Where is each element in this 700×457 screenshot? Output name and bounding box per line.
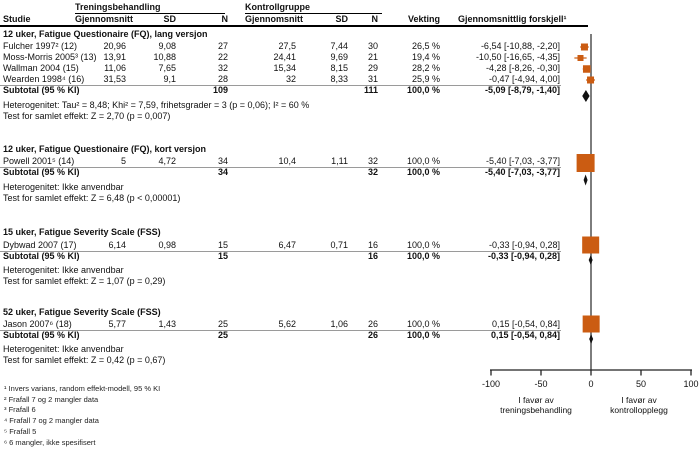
control-n: 32: [367, 156, 378, 166]
control-n: 26: [367, 319, 378, 329]
mean-difference-value: -4,28 [-8,26, -0,30]: [485, 63, 560, 73]
treatment-sd: 9,1: [163, 74, 176, 84]
control-sd: 8,33: [330, 74, 348, 84]
control-mean: 15,34: [273, 63, 296, 73]
mean-difference-value: -10,50 [-16,65, -4,35]: [475, 52, 560, 62]
control-n: 29: [367, 63, 378, 73]
control-mean: 24,41: [273, 52, 296, 62]
study-column-header: Studie: [3, 14, 31, 24]
control-n-header: N: [371, 14, 378, 24]
subtotal-diamond: [589, 256, 593, 265]
control-sd: 7,44: [330, 41, 348, 51]
favour-control-label: [579, 395, 699, 415]
section-title: 52 uker, Fatigue Severity Scale (FSS): [3, 307, 161, 317]
subtotal-control-n: 16: [367, 251, 378, 261]
weight-column-header: Vekting: [407, 14, 440, 24]
study-name: Wallman 2004 (15): [3, 63, 79, 73]
control-mean: 32: [285, 74, 296, 84]
axis-tick-label: 0: [588, 379, 594, 389]
treatment-n: 32: [217, 63, 228, 73]
mean-difference-value: 0,15 [-0,54, 0,84]: [491, 319, 560, 329]
treatment-sd-header: SD: [163, 14, 176, 24]
control-mean-header: Gjennomsnitt: [245, 14, 303, 24]
treatment-sd: 10,88: [153, 52, 176, 62]
subtotal-weight: 100,0 %: [406, 167, 440, 177]
study-name: Moss-Morris 2005³ (13): [3, 52, 97, 62]
study-row: [0, 41, 588, 52]
favour-control-line2: kontrollopplegg: [610, 405, 668, 415]
control-group-header: Kontrollgruppe: [245, 2, 382, 14]
footnote: ⁶ 6 mangler, ikke spesifisert: [4, 437, 96, 447]
subtotal-treatment-n: 25: [217, 330, 228, 340]
treatment-sd: 9,08: [158, 41, 176, 51]
heterogeneity-note: Heterogenitet: Ikke anvendbar: [3, 344, 124, 354]
study-name: Powell 2001⁵ (14): [3, 156, 75, 166]
study-row: [0, 319, 588, 330]
subtotal-treatment-n: 34: [217, 167, 228, 177]
control-sd: 0,71: [330, 240, 348, 250]
section-title: 12 uker, Fatigue Questionaire (FQ), lang versjon: [3, 29, 208, 39]
subtotal-row: [0, 167, 588, 178]
study-name: Wearden 1998⁴ (16): [3, 74, 85, 84]
weight-value: 100,0 %: [406, 156, 440, 166]
treatment-sd: 1,43: [158, 319, 176, 329]
subtotal-diamond: [589, 335, 593, 344]
weight-value: 28,2 %: [411, 63, 440, 73]
treatment-mean: 11,06: [104, 63, 126, 73]
mean-difference-value: -5,40 [-7,03, -3,77]: [485, 156, 560, 166]
study-row: [0, 240, 588, 251]
mean-difference-column-header: Gjennomsnittlig forskjell¹: [458, 14, 567, 24]
control-n: 31: [367, 74, 378, 84]
control-sd: 1,11: [331, 156, 348, 166]
study-row: [0, 74, 588, 85]
treatment-n: 15: [217, 240, 228, 250]
control-mean: 27,5: [278, 41, 296, 51]
heterogeneity-note: Heterogenitet: Tau² = 8,48; Khi² = 7,59, frihetsgrader = 3 (p = 0,06); I² = 60 %: [3, 100, 310, 110]
subtotal-weight: 100,0 %: [406, 251, 440, 261]
subtotal-mean-difference: -0,33 [-0,94, 0,28]: [487, 251, 560, 261]
control-mean: 5,62: [278, 319, 296, 329]
subtotal-mean-difference: -5,09 [-8,79, -1,40]: [484, 85, 560, 95]
mean-difference-value: -6,54 [-10,88, -2,20]: [480, 41, 560, 51]
footnotes: [4, 384, 160, 448]
study-row: [0, 63, 588, 74]
subtotal-treatment-n: 109: [212, 85, 228, 95]
header-group-row: [0, 2, 588, 13]
treatment-sd: 4,72: [158, 156, 176, 166]
footnote: ³ Frafall 6: [4, 405, 36, 415]
heterogeneity-note: Heterogenitet: Ikke anvendbar: [3, 265, 124, 275]
footnote: ⁵ Frafall 5: [4, 426, 37, 436]
axis-tick-label: -100: [481, 379, 500, 389]
treatment-n: 34: [217, 156, 228, 166]
control-mean: 6,47: [278, 240, 296, 250]
favour-control-line1: I favør av: [621, 395, 657, 405]
header-rule: [0, 25, 588, 27]
study-name: Fulcher 1997² (12): [3, 41, 78, 51]
treatment-sd: 0,98: [158, 240, 176, 250]
control-sd-header: SD: [335, 14, 348, 24]
subtotal-control-n: 26: [367, 330, 378, 340]
weight-value: 100,0 %: [406, 319, 440, 329]
control-n: 21: [367, 52, 378, 62]
study-row: [0, 52, 588, 63]
subtotal-control-n: 32: [367, 167, 378, 177]
treatment-mean-header: Gjennomsnitt: [75, 14, 133, 24]
treatment-mean: 31,53: [103, 74, 126, 84]
section-title: 12 uker, Fatigue Questionaire (FQ), kort versjon: [3, 144, 207, 154]
weight-value: 26,5 %: [411, 41, 440, 51]
overall-effect-note: Test for samlet effekt: Z = 0,42 (p = 0,67): [3, 355, 166, 365]
control-n: 16: [367, 240, 378, 250]
weight-value: 100,0 %: [406, 240, 440, 250]
study-row: [0, 156, 588, 167]
subtotal-weight: 100,0 %: [406, 85, 440, 95]
favour-treatment-line1: I favør av: [518, 395, 554, 405]
overall-effect-note: Test for samlet effekt: Z = 2,70 (p = 0,007): [3, 111, 171, 121]
treatment-mean: 13,91: [103, 52, 126, 62]
overall-effect-note: Test for samlet effekt: Z = 1,07 (p = 0,29): [3, 276, 166, 286]
study-name: Dybwad 2007 (17): [3, 240, 77, 250]
control-sd: 1,06: [330, 319, 348, 329]
heterogeneity-note: Heterogenitet: Ikke anvendbar: [3, 182, 124, 192]
treatment-mean: 5: [120, 156, 126, 166]
control-sd: 8,15: [330, 63, 348, 73]
study-effect-square: [587, 77, 594, 84]
treatment-n: 22: [217, 52, 228, 62]
subtotal-control-n: 111: [363, 85, 378, 95]
subtotal-mean-difference: 0,15 [-0,54, 0,84]: [490, 330, 560, 340]
footnote: ¹ Invers varians, random effekt-modell, 95 % KI: [4, 384, 161, 393]
mean-difference-value: -0,47 [-4,94, 4,00]: [488, 74, 560, 84]
mean-difference-value: -0,33 [-0,94, 0,28]: [488, 240, 560, 250]
treatment-mean: 6,14: [108, 240, 126, 250]
study-name: Jason 2007⁶ (18): [3, 319, 72, 329]
treatment-mean: 5,77: [108, 319, 126, 329]
treatment-n: 28: [217, 74, 228, 84]
treatment-mean: 20,96: [103, 41, 126, 51]
treatment-n: 27: [217, 41, 228, 51]
subtotal-weight: 100,0 %: [406, 330, 440, 340]
subtotal-label: Subtotal (95 % KI): [3, 85, 80, 95]
control-sd: 9,69: [330, 52, 348, 62]
axis-tick-label: 50: [635, 379, 646, 389]
axis-tick-label: -50: [534, 379, 548, 389]
subtotal-label: Subtotal (95 % KI): [3, 330, 80, 340]
weight-value: 25,9 %: [411, 74, 440, 84]
footnote: ⁴ Frafall 7 og 2 mangler data: [4, 416, 99, 426]
overall-effect-note: Test for samlet effekt: Z = 6,48 (p < 0,00001): [3, 193, 181, 203]
control-mean: 10,4: [278, 156, 296, 166]
subtotal-row: [0, 251, 588, 262]
subtotal-mean-difference: -5,40 [-7,03, -3,77]: [484, 167, 560, 177]
subtotal-label: Subtotal (95 % KI): [3, 167, 80, 177]
subtotal-row: [0, 330, 588, 341]
subtotal-label: Subtotal (95 % KI): [3, 251, 80, 261]
subtotal-treatment-n: 15: [217, 251, 228, 261]
header-column-row: [0, 14, 588, 25]
axis-tick-label: 100: [683, 379, 699, 389]
weight-value: 19,4 %: [411, 52, 440, 62]
control-n: 30: [367, 41, 378, 51]
favour-treatment-line2: treningsbehandling: [500, 405, 572, 415]
footnote: ² Frafall 7 og 2 mangler data: [4, 394, 99, 404]
section-title: 15 uker, Fatigue Severity Scale (FSS): [3, 227, 161, 237]
subtotal-row: [0, 85, 588, 96]
treatment-n-header: N: [221, 14, 228, 24]
treatment-sd: 7,65: [158, 63, 176, 73]
treatment-group-header: Treningsbehandling: [75, 2, 225, 14]
treatment-n: 25: [217, 319, 228, 329]
